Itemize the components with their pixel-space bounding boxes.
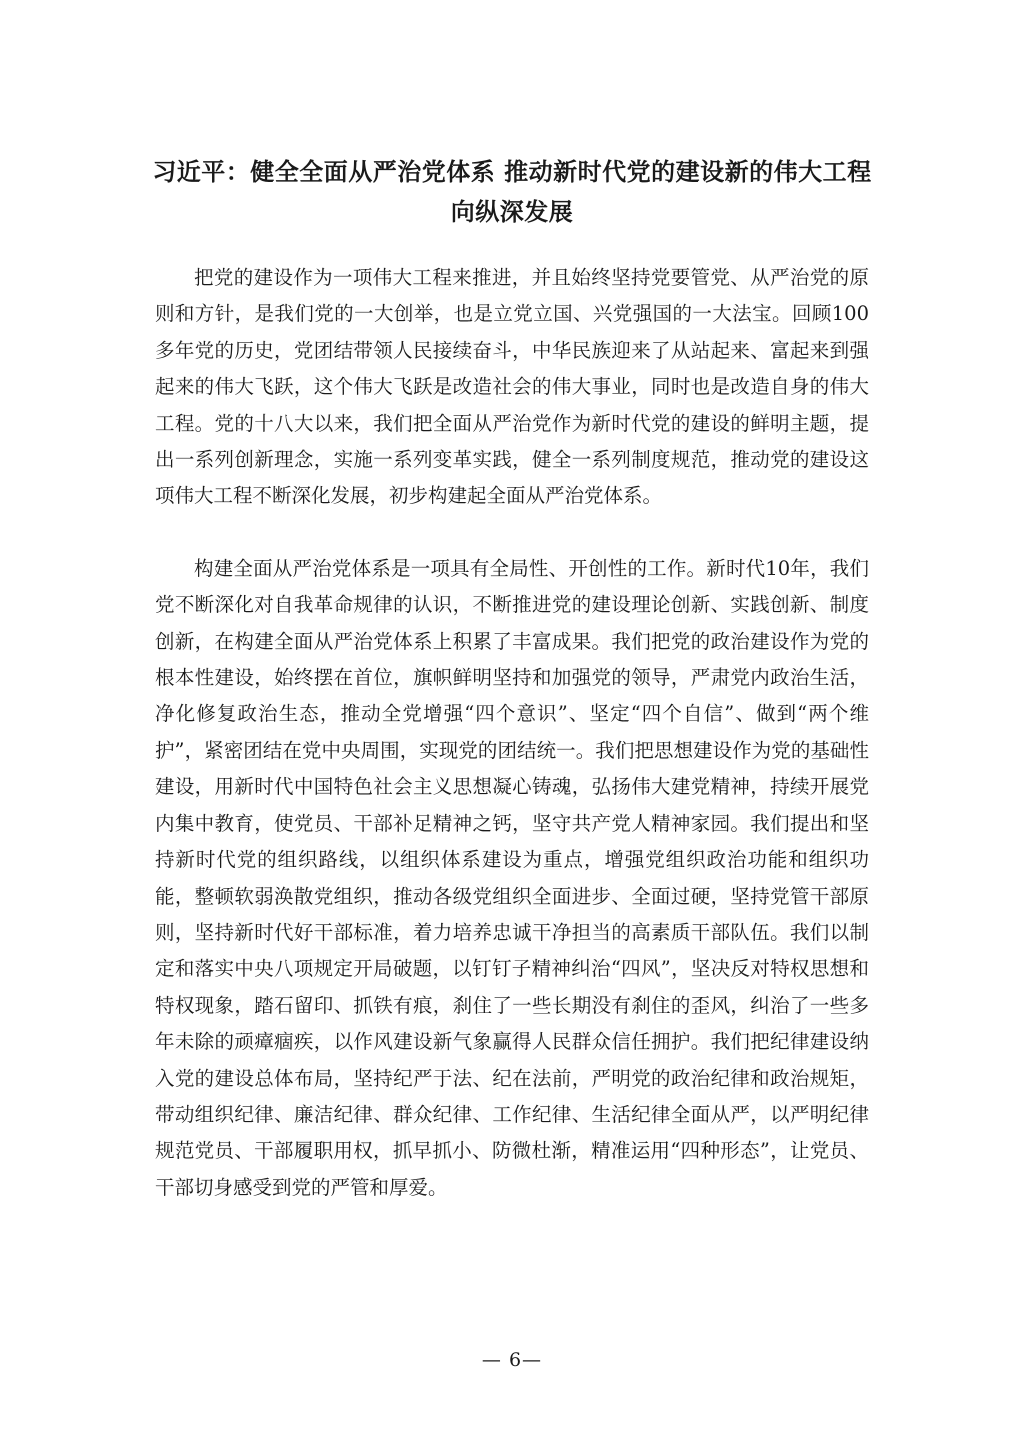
article-body: [155, 260, 869, 1206]
article-title-line-2: 向纵深发展: [450, 198, 574, 226]
paragraph-2: 构建全面从严治党体系是一项具有全局性、开创性的工作。新时代10年，我们党不断深化对自我革命规律的认识，不断推进党的建设理论创新、实践创新、制度创新，在构建全面从严治党体系上积累了丰富成果。我们把党的政治建设作为党的根本性建设，始终摆在首位，旗帜鲜明坚持和加强党的领导，严肃党内政治生活，净化修复政治生态，推动全党增强“四个意识”、坚定“四个自信”、做到“两个维护”，紧密团结在党中央周围，实现党的团结统一。我们把思想建设作为党的基础性建设，用新时代中国特色社会主义思想凝心铸魂，弘扬伟大建党精神，持续开展党内集中教育，使党员、干部补足精神之钙，坚守共产党人精神家园。我们提出和坚持新时代党的组织路线，以组织体系建设为重点，增强党组织政治功能和组织功能，整顿软弱涣散党组织，推动各级党组织全面进步、全面过硬，坚持党管干部原则，坚持新时代好干部标准，着力培养忠诚干净担当的高素质干部队伍。我们以制定和落实中央八项规定开局破题，以钉钉子精神纠治“四风”，坚决反对特权思想和特权现象，踏石留印、抓铁有痕，刹住了一些长期没有刹住的歪风，纠治了一些多年未除的顽瘴痼疾，以作风建设新气象赢得人民群众信任拥护。我们把纪律建设纳入党的建设总体布局，坚持纪严于法、纪在法前，严明党的政治纪律和政治规矩，带动组织纪律、廉洁纪律、群众纪律、工作纪律、生活纪律全面从严，以严明纪律规范党员、干部履职用权，抓早抓小、防微杜渐，精准运用“四种形态”，让党员、干部切身感受到党的严管和厚爱。: [155, 556, 869, 1199]
page-number: — 6—: [481, 1349, 543, 1371]
article-title: [150, 152, 874, 232]
article-title-line-1: 习近平：健全全面从严治党体系 推动新时代党的建设新的伟大工程: [152, 158, 872, 186]
paragraph-1: 把党的建设作为一项伟大工程来推进，并且始终坚持党要管党、从严治党的原则和方针，是我们党的一大创举，也是立党立国、兴党强国的一大法宝。回顾100多年党的历史，党团结带领人民接续奋斗，中华民族迎来了从站起来、富起来到强起来的伟大飞跃，这个伟大飞跃是改造社会的伟大事业，同时也是改造自身的伟大工程。党的十八大以来，我们把全面从严治党作为新时代党的建设的鲜明主题，提出一系列创新理念，实施一系列变革实践，健全一系列制度规范，推动党的建设这项伟大工程不断深化发展，初步构建起全面从严治党体系。: [155, 266, 869, 508]
